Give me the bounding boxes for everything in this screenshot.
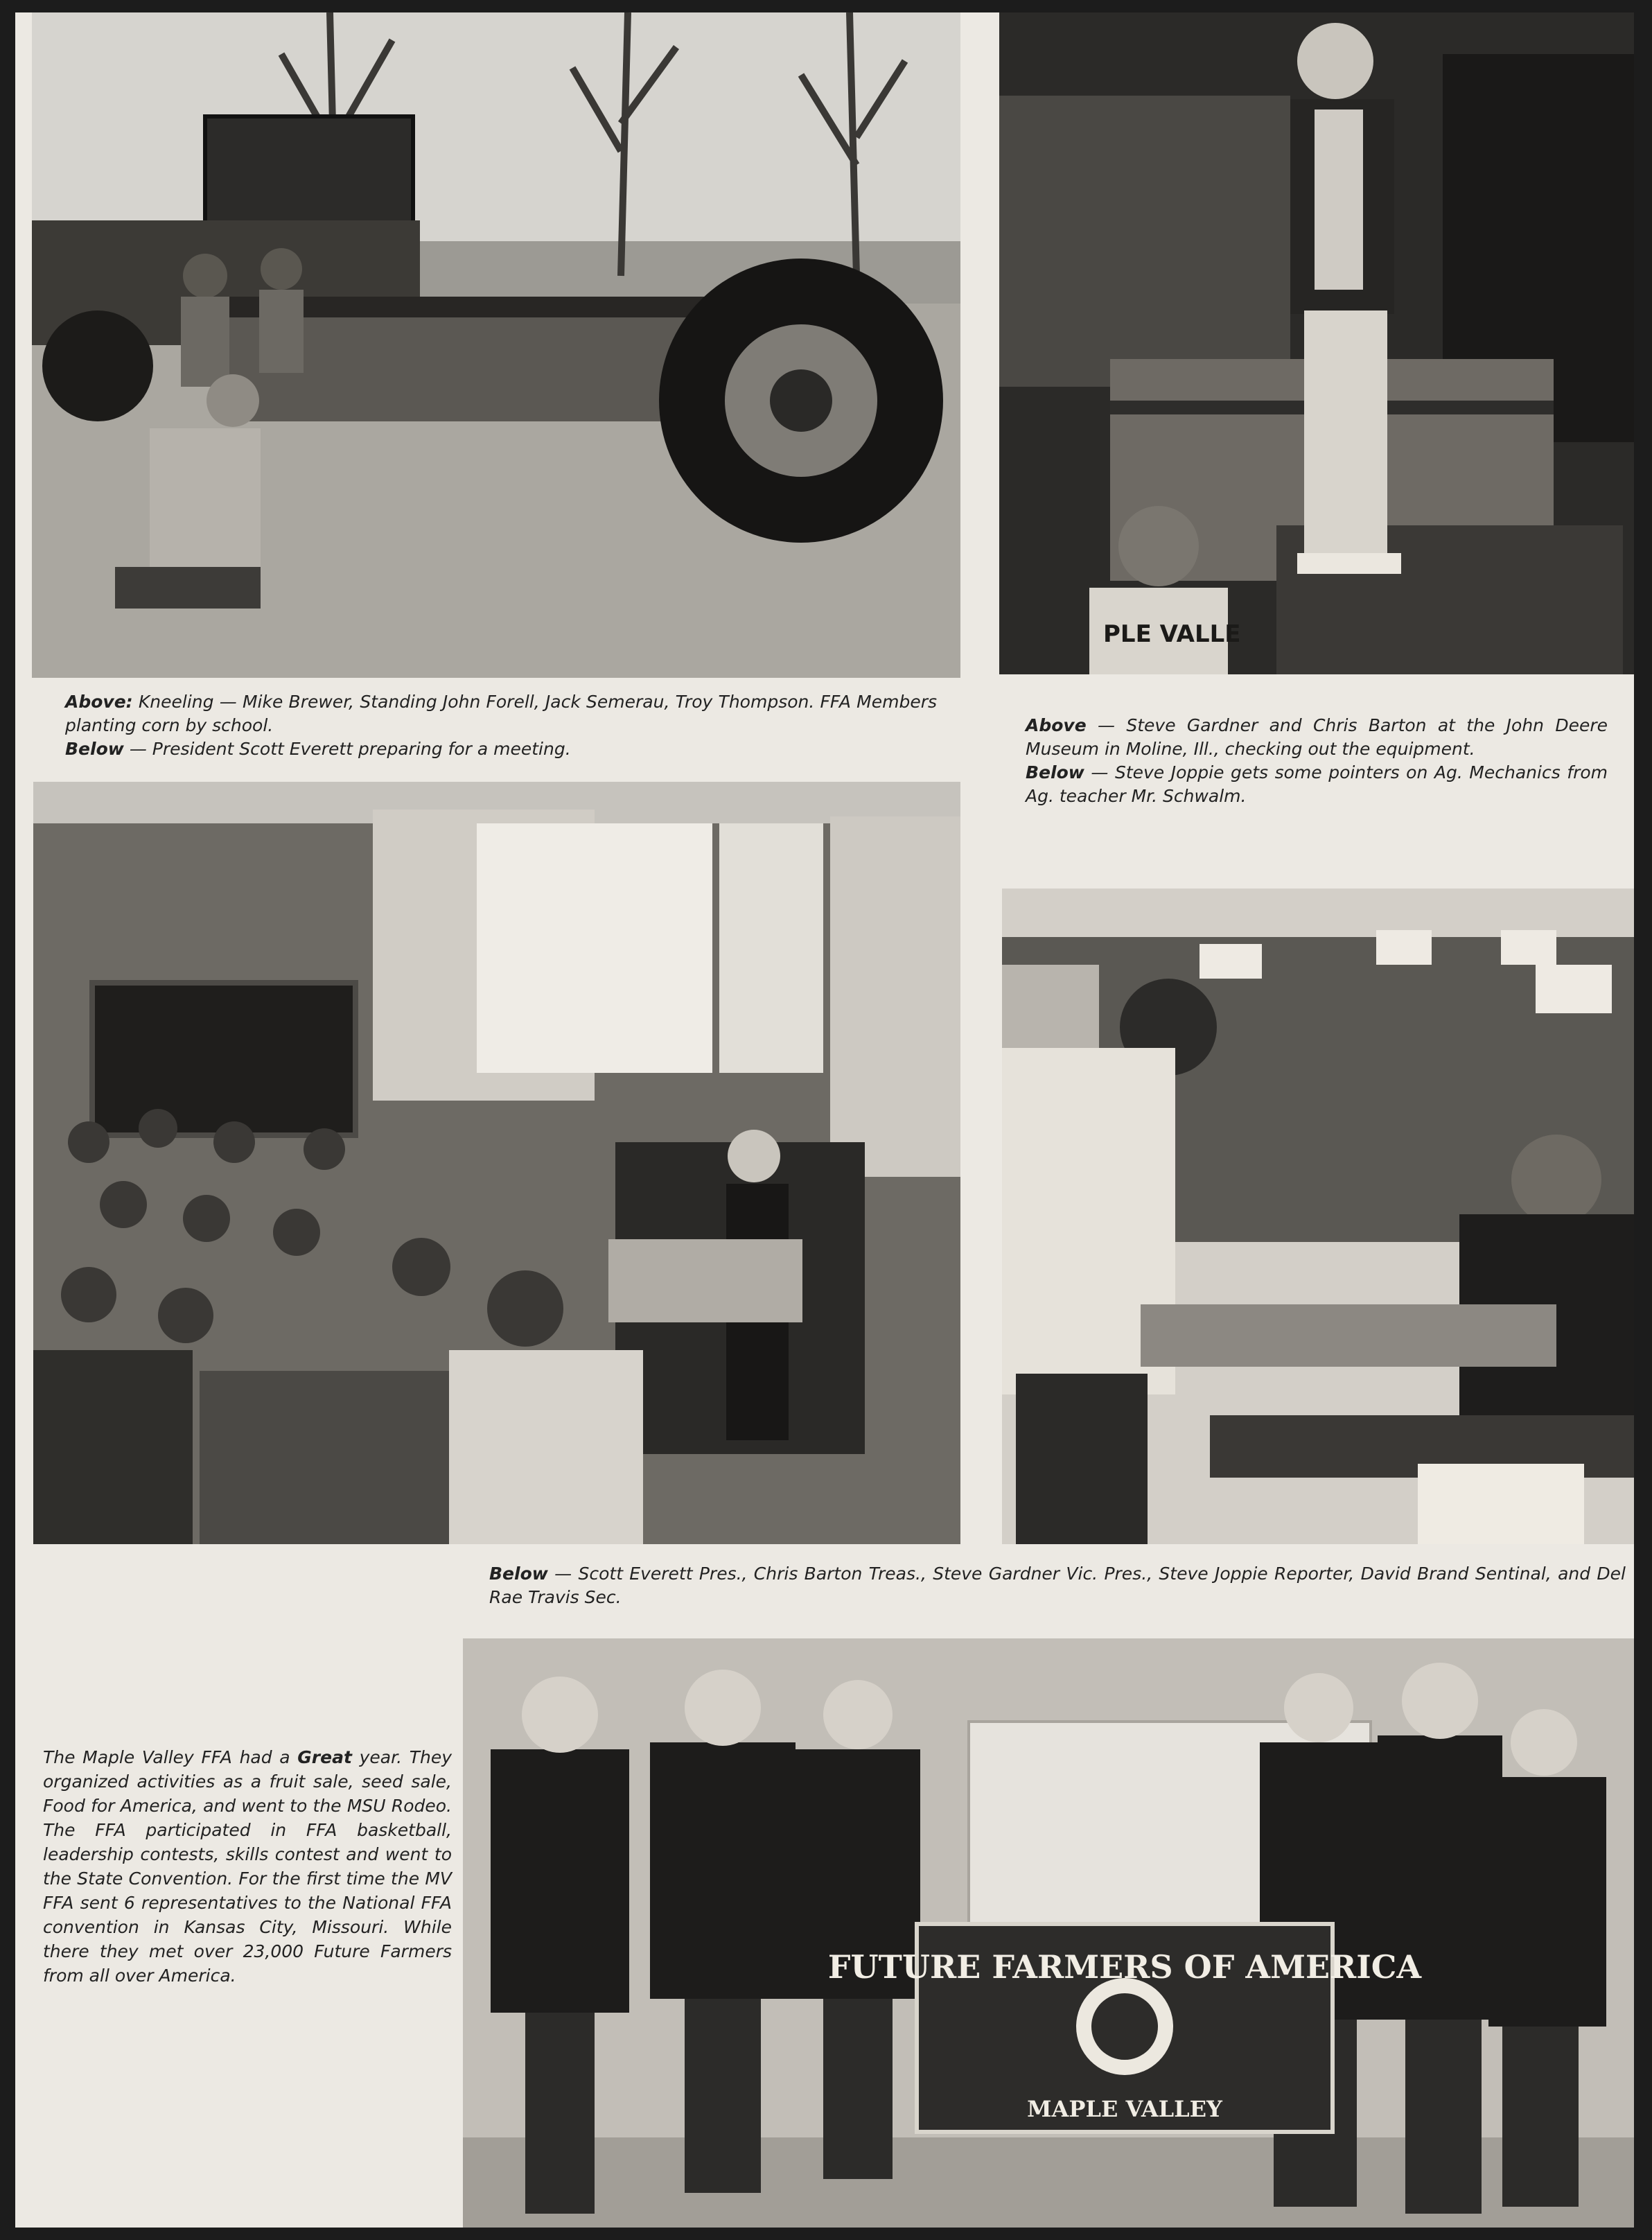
caption-label: Above: xyxy=(65,692,133,712)
caption-label: Below xyxy=(489,1564,548,1584)
yearbook-page xyxy=(15,12,1634,2228)
caption-text: Kneeling — Mike Brewer, Standing John Forell, Jack Semerau, Troy Thompson. FFA Members planting corn by school. xyxy=(65,692,938,735)
caption-label: Below xyxy=(65,739,124,759)
caption-text: — Steve Joppie gets some pointers on Ag. Mechanics from Ag. teacher Mr. Schwalm. xyxy=(1026,762,1608,806)
photo-classroom-meeting xyxy=(33,782,960,1544)
caption-label: Above xyxy=(1026,715,1087,735)
caption-top-right xyxy=(1026,714,1608,808)
photo-corn-planting xyxy=(32,12,960,678)
banner-title: FUTURE FARMERS OF AMERICA xyxy=(827,1948,1422,1986)
jacket-lettering: PLE VALLE xyxy=(1103,620,1241,648)
photo-ffa-officers xyxy=(463,1638,1634,2228)
photo-john-deere-museum xyxy=(999,12,1634,674)
story-text: The Maple Valley FFA had a Great year. They organized activities as a fruit sale, seed sale, Food for America, and went to the MSU Rodeo. The FFA participated in FFA basketball, leadership contests, skills contest and went to the State Convention. For the first time the MV FFA sent 6 representatives to the National FFA convention in Kansas City, Missouri. While there they met over 23,000 Future Farmers from all over America. xyxy=(43,1747,452,1986)
caption-top-left xyxy=(65,690,937,761)
caption-text: — Scott Everett Pres., Chris Barton Treas., Steve Gardner Vic. Pres., Steve Joppie Reporter, David Brand Sentinal, and Del Rae Travis Sec. xyxy=(489,1564,1626,1607)
banner-subtitle: MAPLE VALLEY xyxy=(1027,2096,1222,2122)
caption-text: — Steve Gardner and Chris Barton at the John Deere Museum in Moline, Ill., checking out the equipment. xyxy=(1026,715,1608,759)
caption-text: — President Scott Everett preparing for a meeting. xyxy=(129,739,571,759)
caption-officers xyxy=(489,1562,1626,1609)
emphasis-great: Great xyxy=(297,1747,352,1767)
caption-label: Below xyxy=(1026,762,1084,782)
photo-ag-mechanics xyxy=(1002,889,1634,1544)
